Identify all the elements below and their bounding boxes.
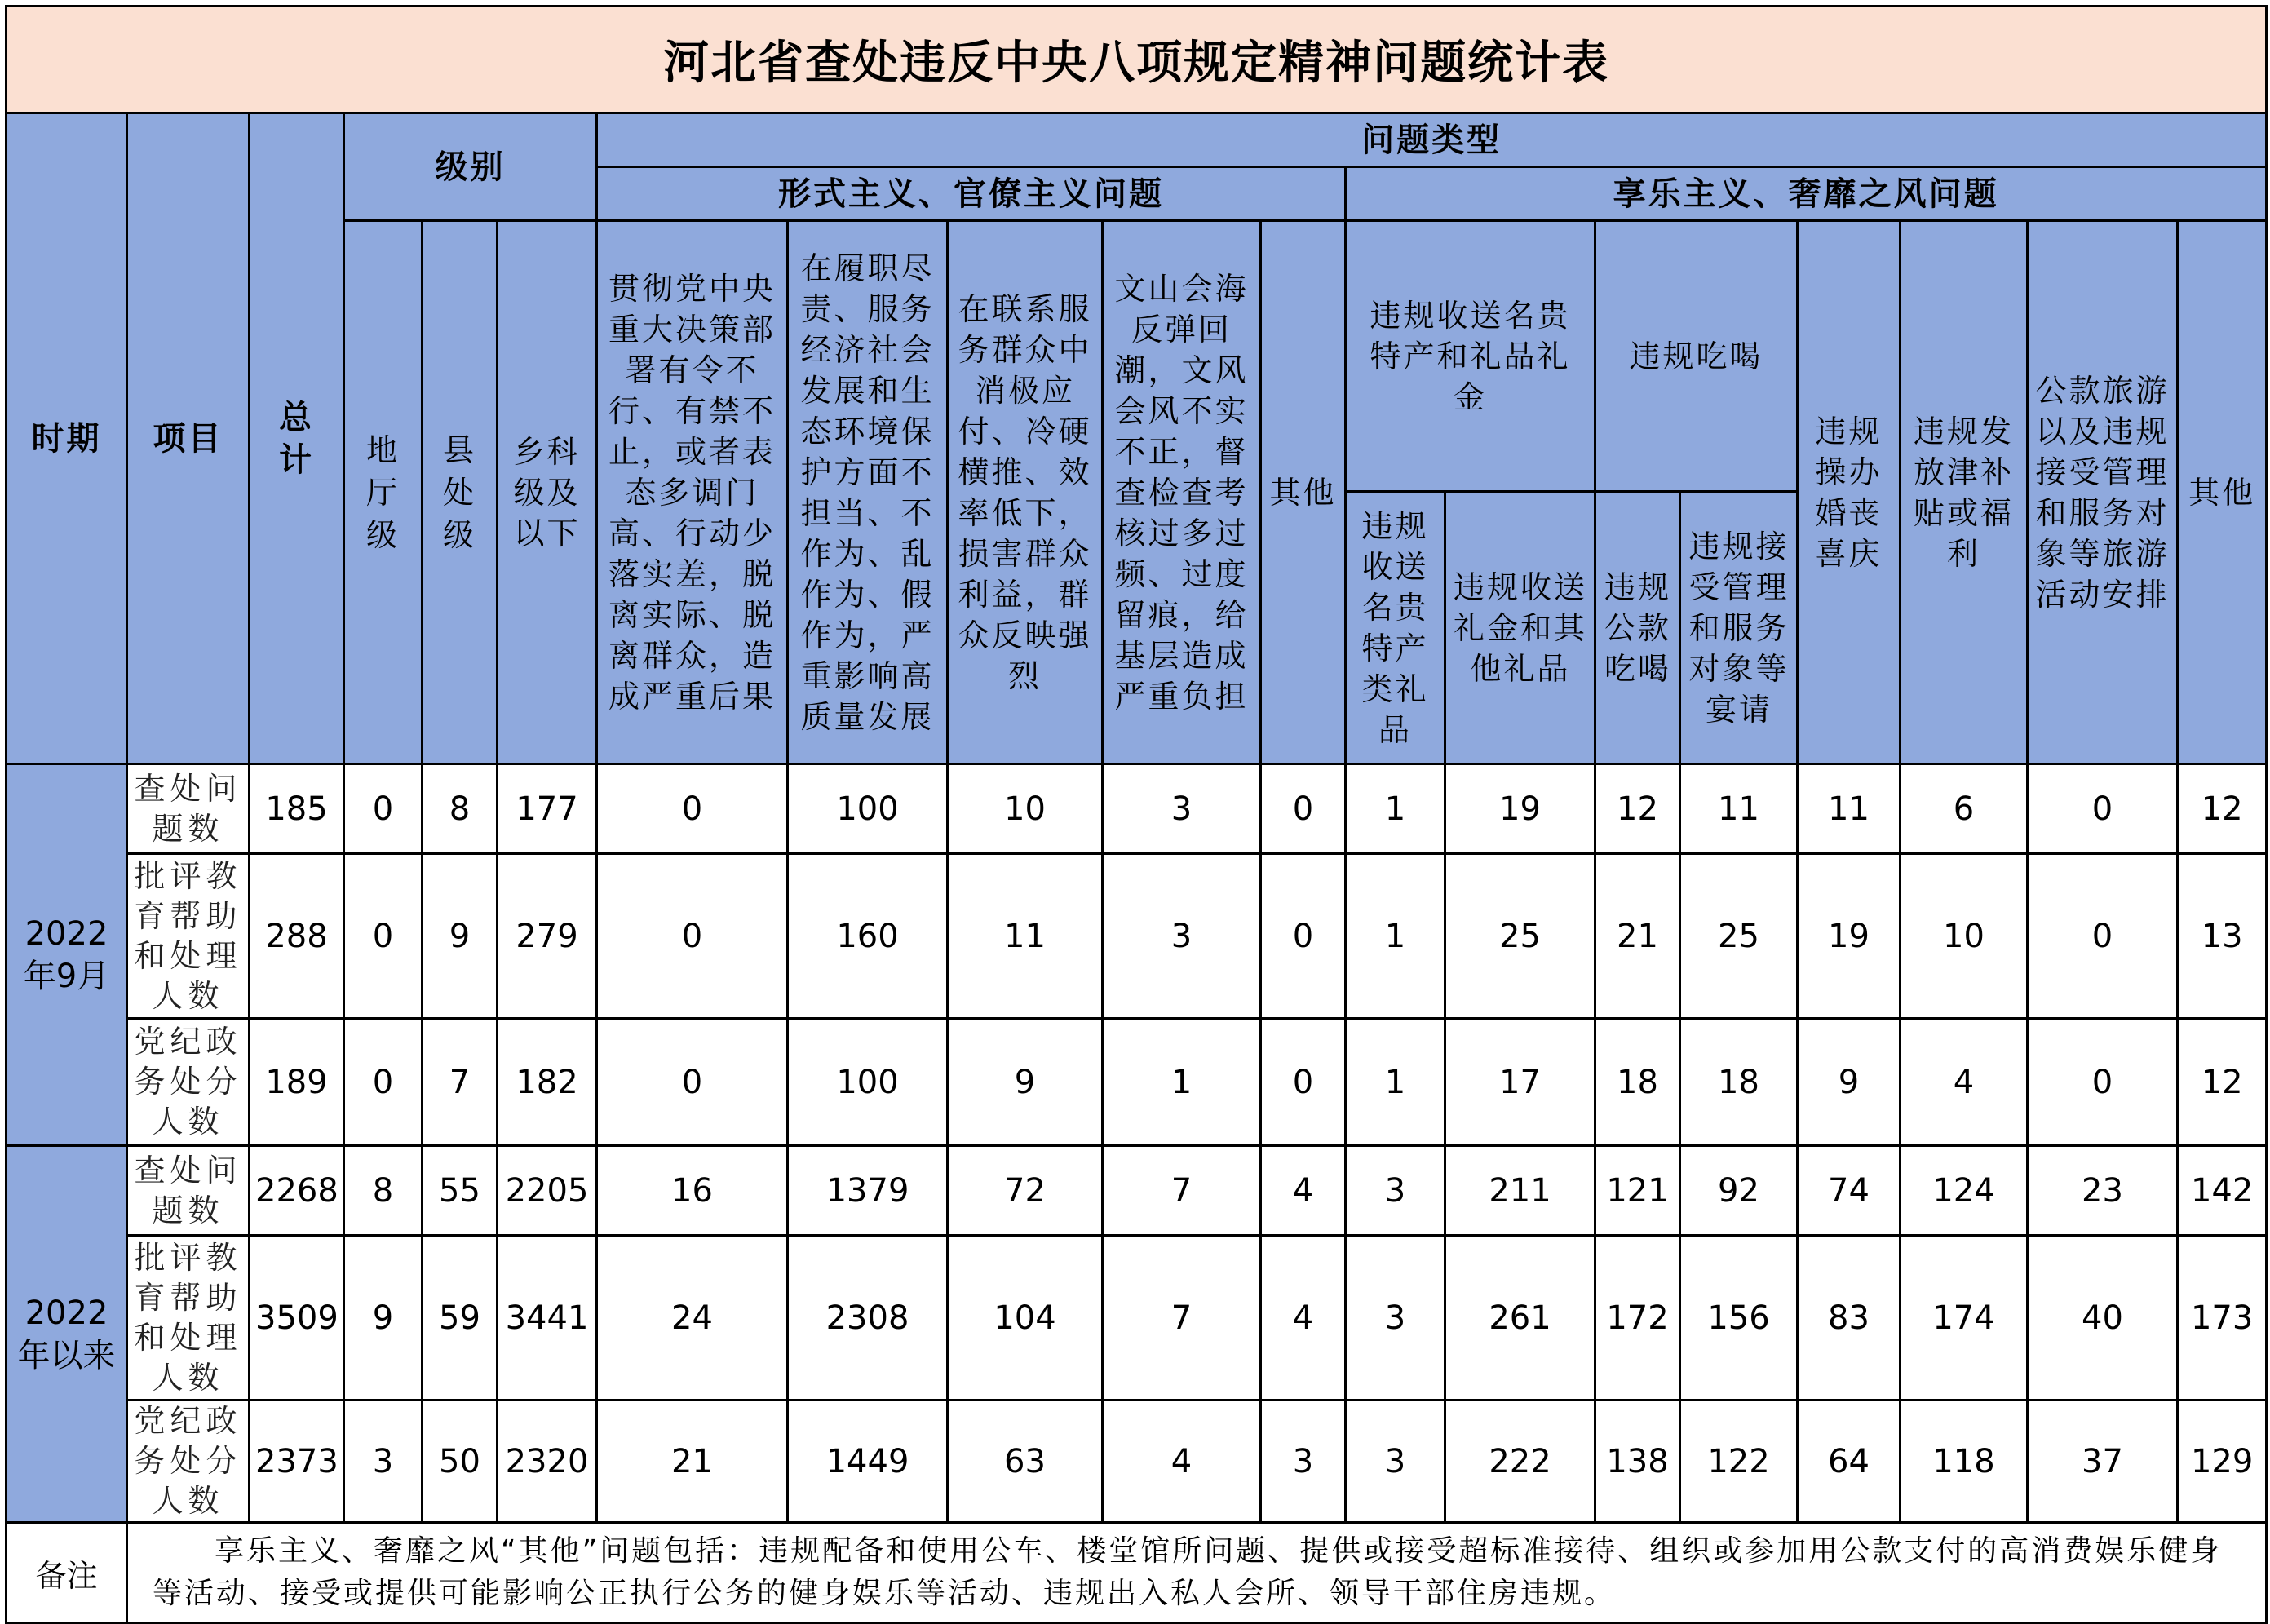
value-cell: 3 (1346, 1401, 1445, 1523)
value-cell: 2268 (250, 1146, 344, 1236)
value-cell: 3509 (250, 1236, 344, 1401)
value-cell: 1 (1346, 854, 1445, 1019)
value-cell: 118 (1901, 1401, 2028, 1523)
value-cell: 1 (1346, 764, 1445, 854)
value-cell: 1449 (788, 1401, 948, 1523)
value-cell: 261 (1445, 1236, 1595, 1401)
table-row (7, 1236, 2267, 1401)
value-cell: 0 (1261, 854, 1346, 1019)
value-cell: 138 (1595, 1401, 1680, 1523)
statistics-table (5, 5, 2268, 1624)
value-cell: 3 (1261, 1401, 1346, 1523)
value-cell: 7 (1103, 1236, 1261, 1401)
value-cell: 9 (948, 1019, 1103, 1146)
header-period: 时期 (7, 113, 127, 764)
value-cell: 8 (423, 764, 498, 854)
header-hedonism-other: 其他 (2178, 221, 2267, 764)
value-cell: 0 (1261, 1019, 1346, 1146)
table-row (7, 1019, 2267, 1146)
header-formalism-service: 在联系服务群众中消极应付、冷硬横推、效率低下，损害群众利益，群众反映强烈 (948, 221, 1103, 764)
value-cell: 189 (250, 1019, 344, 1146)
value-cell: 59 (423, 1236, 498, 1401)
value-cell: 64 (1798, 1401, 1901, 1523)
value-cell: 0 (2028, 1019, 2178, 1146)
header-gift-group: 违规收送名贵特产和礼品礼金 (1346, 221, 1595, 492)
value-cell: 55 (423, 1146, 498, 1236)
value-cell: 1379 (788, 1146, 948, 1236)
value-cell: 0 (344, 764, 423, 854)
value-cell: 0 (344, 854, 423, 1019)
value-cell: 18 (1595, 1019, 1680, 1146)
header-gift-specialty: 违规收送名贵特产类礼品 (1346, 492, 1445, 764)
period-cell: 2022年9月 (7, 764, 127, 1146)
value-cell: 11 (948, 854, 1103, 1019)
value-cell: 24 (597, 1236, 788, 1401)
value-cell: 50 (423, 1401, 498, 1523)
header-formalism-duty: 在履职尽责、服务经济社会发展和生态环境保护方面不担当、不作为、乱作为、假作为，严重影响高质量发展 (788, 221, 948, 764)
table-row (7, 764, 2267, 854)
value-cell: 1 (1346, 1019, 1445, 1146)
period-cell: 2022年以来 (7, 1146, 127, 1523)
note-row (7, 1523, 2267, 1623)
value-cell: 2308 (788, 1236, 948, 1401)
value-cell: 0 (2028, 764, 2178, 854)
value-cell: 40 (2028, 1236, 2178, 1401)
value-cell: 100 (788, 764, 948, 854)
value-cell: 0 (597, 854, 788, 1019)
value-cell: 0 (597, 764, 788, 854)
statistics-table-frame (5, 5, 2265, 1619)
value-cell: 211 (1445, 1146, 1595, 1236)
value-cell: 0 (2028, 854, 2178, 1019)
value-cell: 279 (498, 854, 597, 1019)
item-label: 批评教育帮助和处理人数 (127, 1236, 250, 1401)
value-cell: 3441 (498, 1236, 597, 1401)
value-cell: 74 (1798, 1146, 1901, 1236)
header-gift-cash: 违规收送礼金和其他礼品 (1445, 492, 1595, 764)
value-cell: 4 (1901, 1019, 2028, 1146)
value-cell: 11 (1798, 764, 1901, 854)
value-cell: 0 (1261, 764, 1346, 854)
header-item: 项目 (127, 113, 250, 764)
note-text: 享乐主义、奢靡之风“其他”问题包括：违规配备和使用公车、楼堂馆所问题、提供或接受超标准接待、组织或参加用公款支付的高消费娱乐健身等活动、接受或提供可能影响公正执行公务的健身娱乐等活动、违规出入私人会所、领导干部住房违规。 (127, 1523, 2267, 1623)
value-cell: 12 (2178, 1019, 2267, 1146)
value-cell: 10 (948, 764, 1103, 854)
value-cell: 124 (1901, 1146, 2028, 1236)
value-cell: 37 (2028, 1401, 2178, 1523)
value-cell: 122 (1680, 1401, 1798, 1523)
value-cell: 177 (498, 764, 597, 854)
value-cell: 19 (1445, 764, 1595, 854)
header-public-travel: 公款旅游以及违规接受管理和服务对象等旅游活动安排 (2028, 221, 2178, 764)
value-cell: 121 (1595, 1146, 1680, 1236)
header-allowance: 违规发放津补贴或福利 (1901, 221, 2028, 764)
value-cell: 25 (1445, 854, 1595, 1019)
value-cell: 83 (1798, 1236, 1901, 1401)
value-cell: 6 (1901, 764, 2028, 854)
value-cell: 2320 (498, 1401, 597, 1523)
value-cell: 104 (948, 1236, 1103, 1401)
value-cell: 16 (597, 1146, 788, 1236)
value-cell: 2205 (498, 1146, 597, 1236)
value-cell: 3 (1346, 1236, 1445, 1401)
value-cell: 7 (1103, 1146, 1261, 1236)
value-cell: 3 (344, 1401, 423, 1523)
value-cell: 21 (1595, 854, 1680, 1019)
value-cell: 222 (1445, 1401, 1595, 1523)
value-cell: 129 (2178, 1401, 2267, 1523)
header-level-prefecture: 地厅级 (344, 221, 423, 764)
value-cell: 0 (344, 1019, 423, 1146)
value-cell: 2373 (250, 1401, 344, 1523)
value-cell: 72 (948, 1146, 1103, 1236)
value-cell: 172 (1595, 1236, 1680, 1401)
note-label: 备注 (7, 1523, 127, 1623)
header-dining-public: 违规公款吃喝 (1595, 492, 1680, 764)
value-cell: 4 (1261, 1236, 1346, 1401)
header-level-county: 县处级 (423, 221, 498, 764)
item-label: 党纪政务处分人数 (127, 1401, 250, 1523)
header-formalism-meetings: 文山会海反弹回潮，文风会风不实不正，督查检查考核过多过频、过度留痕，给基层造成严重负担 (1103, 221, 1261, 764)
value-cell: 19 (1798, 854, 1901, 1019)
header-hedonism: 享乐主义、奢靡之风问题 (1346, 167, 2267, 221)
table-row (7, 1401, 2267, 1523)
table-row (7, 1146, 2267, 1236)
value-cell: 63 (948, 1401, 1103, 1523)
value-cell: 12 (2178, 764, 2267, 854)
value-cell: 21 (597, 1401, 788, 1523)
value-cell: 25 (1680, 854, 1798, 1019)
item-label: 查处问题数 (127, 1146, 250, 1236)
table-row (7, 854, 2267, 1019)
value-cell: 7 (423, 1019, 498, 1146)
item-label: 查处问题数 (127, 764, 250, 854)
item-label: 党纪政务处分人数 (127, 1019, 250, 1146)
header-formalism-other: 其他 (1261, 221, 1346, 764)
value-cell: 9 (423, 854, 498, 1019)
header-formalism-decision: 贯彻党中央重大决策部署有令不行、有禁不止，或者表态多调门高、行动少落实差，脱离实际、脱离群众，造成严重后果 (597, 221, 788, 764)
value-cell: 288 (250, 854, 344, 1019)
value-cell: 13 (2178, 854, 2267, 1019)
header-level-township: 乡科级及以下 (498, 221, 597, 764)
item-label: 批评教育帮助和处理人数 (127, 854, 250, 1019)
value-cell: 3 (1346, 1146, 1445, 1236)
value-cell: 23 (2028, 1146, 2178, 1236)
value-cell: 185 (250, 764, 344, 854)
value-cell: 0 (597, 1019, 788, 1146)
value-cell: 18 (1680, 1019, 1798, 1146)
value-cell: 9 (1798, 1019, 1901, 1146)
value-cell: 3 (1103, 854, 1261, 1019)
header-formalism: 形式主义、官僚主义问题 (597, 167, 1346, 221)
value-cell: 174 (1901, 1236, 2028, 1401)
value-cell: 173 (2178, 1236, 2267, 1401)
value-cell: 182 (498, 1019, 597, 1146)
table-title: 河北省查处违反中央八项规定精神问题统计表 (7, 7, 2267, 113)
value-cell: 1 (1103, 1019, 1261, 1146)
value-cell: 10 (1901, 854, 2028, 1019)
value-cell: 4 (1103, 1401, 1261, 1523)
value-cell: 3 (1103, 764, 1261, 854)
value-cell: 92 (1680, 1146, 1798, 1236)
value-cell: 9 (344, 1236, 423, 1401)
value-cell: 100 (788, 1019, 948, 1146)
value-cell: 142 (2178, 1146, 2267, 1236)
header-problem-type: 问题类型 (597, 113, 2267, 167)
header-total: 总计 (250, 113, 344, 764)
value-cell: 4 (1261, 1146, 1346, 1236)
value-cell: 11 (1680, 764, 1798, 854)
value-cell: 17 (1445, 1019, 1595, 1146)
value-cell: 8 (344, 1146, 423, 1236)
header-dining-group: 违规吃喝 (1595, 221, 1798, 492)
header-dining-banquet: 违规接受管理和服务对象等宴请 (1680, 492, 1798, 764)
header-level: 级别 (344, 113, 597, 221)
value-cell: 156 (1680, 1236, 1798, 1401)
header-wedding-funeral: 违规操办婚丧喜庆 (1798, 221, 1901, 764)
value-cell: 12 (1595, 764, 1680, 854)
value-cell: 160 (788, 854, 948, 1019)
